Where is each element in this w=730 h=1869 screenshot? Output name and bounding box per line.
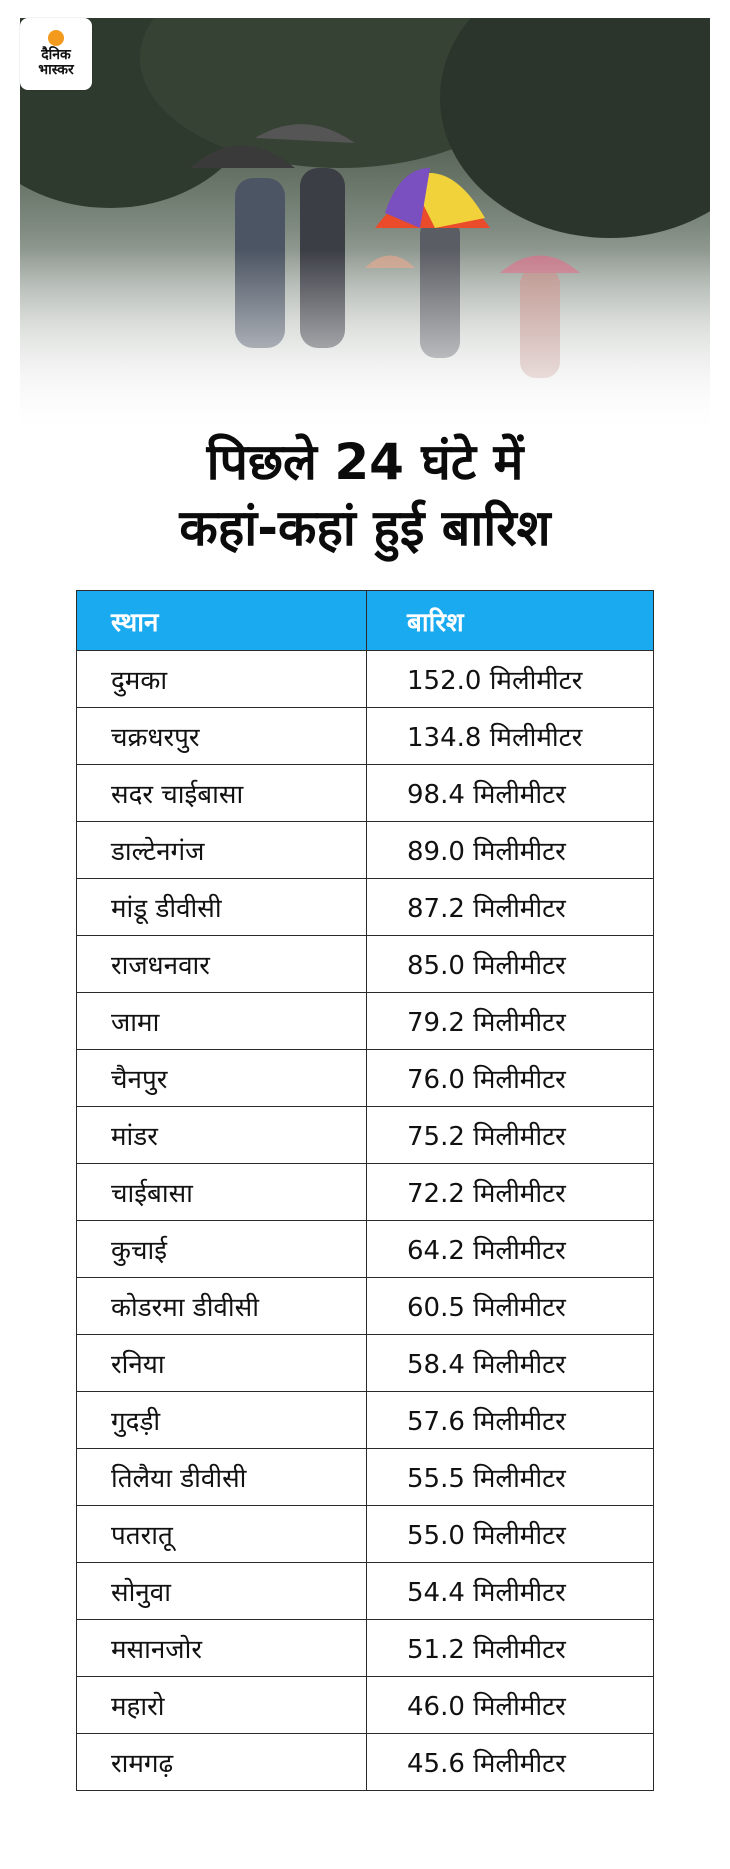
place-cell: कोडरमा डीवीसी [77,1278,367,1335]
place-cell: सोनुवा [77,1563,367,1620]
place-cell: चैनपुर [77,1050,367,1107]
place-cell: सदर चाईबासा [77,765,367,822]
header-rain: बारिश [367,591,654,651]
place-cell: मांडर [77,1107,367,1164]
table-row [77,708,654,765]
rain-cell: 55.0 मिलीमीटर [367,1506,654,1563]
table-row [77,936,654,993]
rain-cell: 87.2 मिलीमीटर [367,879,654,936]
place-cell: राजधनवार [77,936,367,993]
rain-photo [20,18,710,438]
rain-cell: 64.2 मिलीमीटर [367,1221,654,1278]
place-cell: पतरातू [77,1506,367,1563]
rain-cell: 60.5 मिलीमीटर [367,1278,654,1335]
place-cell: मांडू डीवीसी [77,879,367,936]
rain-cell: 57.6 मिलीमीटर [367,1392,654,1449]
place-cell: रामगढ़ [77,1734,367,1791]
rain-cell: 134.8 मिलीमीटर [367,708,654,765]
table-row [77,1221,654,1278]
sun-icon [48,30,64,46]
rain-cell: 46.0 मिलीमीटर [367,1677,654,1734]
table-row [77,765,654,822]
table-row [77,1734,654,1791]
place-cell: गुदड़ी [77,1392,367,1449]
table-row [77,993,654,1050]
place-cell: मसानजोर [77,1620,367,1677]
table-row [77,1335,654,1392]
rain-cell: 76.0 मिलीमीटर [367,1050,654,1107]
rain-cell: 85.0 मिलीमीटर [367,936,654,993]
rain-scene-illustration [20,18,710,438]
headline-line1: पिछले 24 घंटे में [206,433,524,491]
table-row [77,1107,654,1164]
rain-cell: 54.4 मिलीमीटर [367,1563,654,1620]
dainik-bhaskar-logo [20,18,92,90]
rain-cell: 72.2 मिलीमीटर [367,1164,654,1221]
table-header-row [77,591,654,651]
place-cell: डाल्टेनगंज [77,822,367,879]
place-cell: चाईबासा [77,1164,367,1221]
table-row [77,1050,654,1107]
logo-line1: दैनिक [41,47,71,63]
rain-cell: 152.0 मिलीमीटर [367,651,654,708]
place-cell: जामा [77,993,367,1050]
table-row [77,1278,654,1335]
rain-cell: 55.5 मिलीमीटर [367,1449,654,1506]
rain-cell: 58.4 मिलीमीटर [367,1335,654,1392]
place-cell: महारो [77,1677,367,1734]
place-cell: तिलैया डीवीसी [77,1449,367,1506]
rain-cell: 98.4 मिलीमीटर [367,765,654,822]
place-cell: रनिया [77,1335,367,1392]
table-row [77,879,654,936]
table-row [77,1392,654,1449]
table-row [77,1506,654,1563]
table-row [77,1677,654,1734]
table-row [77,1164,654,1221]
table-row [77,822,654,879]
rain-cell: 75.2 मिलीमीटर [367,1107,654,1164]
table-row [77,1449,654,1506]
rain-cell: 45.6 मिलीमीटर [367,1734,654,1791]
table-row [77,651,654,708]
table-row [77,1563,654,1620]
rain-cell: 51.2 मिलीमीटर [367,1620,654,1677]
logo-line2: भास्कर [38,62,74,78]
place-cell: चक्रधरपुर [77,708,367,765]
rainfall-table [76,590,654,1791]
headline-line2: कहां-कहां हुई बारिश [179,499,551,557]
rain-cell: 89.0 मिलीमीटर [367,822,654,879]
place-cell: दुमका [77,651,367,708]
place-cell: कुचाई [77,1221,367,1278]
rain-cell: 79.2 मिलीमीटर [367,993,654,1050]
header-place: स्थान [77,591,367,651]
table-row [77,1620,654,1677]
